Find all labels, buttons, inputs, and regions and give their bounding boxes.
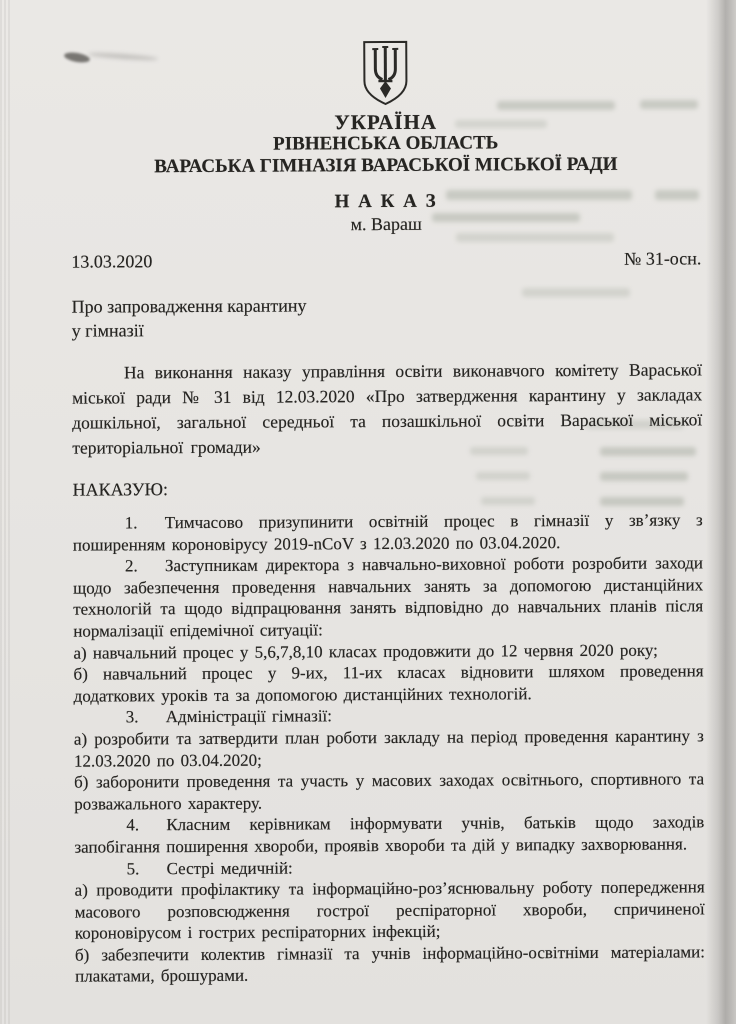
scanner-streaks-artifact <box>0 0 10 1024</box>
item-text: Адміністрації гімназії: <box>165 706 333 727</box>
item-text: б) навчальний процес у 9-их, 11-их класах відновити шляхом проведення додаткових уроків та за допомогою дистанційних технологій. <box>73 661 704 706</box>
country-heading: УКРАЇНА <box>334 109 438 135</box>
item-number: 5. <box>126 858 140 878</box>
page-edge-shadow <box>706 0 736 1024</box>
order-item-5a <box>75 876 705 944</box>
order-item-5b <box>75 941 705 987</box>
document-number: № 31-осн. <box>624 248 702 269</box>
item-number: 2. <box>124 556 138 576</box>
order-keyword: НАКАЗУЮ: <box>72 479 168 500</box>
preamble-paragraph: На виконання наказу управління освіти виконавчого комітету Вараської міської ради № 31 від 12.03.2020 «Про затвердження карантину у закладах дошкільної, загальної середньої та позашкільної освіти Вараської міської територіальної громади» <box>72 359 703 458</box>
date-number-row <box>71 247 701 272</box>
order-items <box>73 509 705 987</box>
city-line: м. Вараш <box>350 213 422 235</box>
item-number: 4. <box>126 815 140 835</box>
order-item-2 <box>73 553 703 643</box>
document-type-heading: Н А К А З <box>334 190 438 213</box>
subject-block <box>72 291 702 342</box>
tryzub-icon <box>361 40 409 106</box>
item-text: Сестрі медичній: <box>166 857 293 878</box>
document-content <box>70 0 705 988</box>
item-text: а) навчальний процес у 5,6,7,8,10 класах продовжити до 12 червня 2020 року; <box>73 640 658 663</box>
item-text: Заступникам директора з навчально-виховної роботи розробити заходи щодо забезпечення проведення навчальних занять за допомогою дистанційних технологій та щодо відпрацювання занять відповідно до навчальних планів після нормалізації епідемічної ситуації: <box>73 553 704 641</box>
item-number: 3. <box>125 707 139 727</box>
order-item-4 <box>74 812 704 858</box>
organization-heading: ВАРАСЬКА ГІМНАЗІЯ ВАРАСЬКОЇ МІСЬКОЇ РАДИ <box>154 153 618 178</box>
item-text: б) забезпечити колектив гімназії та учнів інформаційно-освітніми матеріалами: плакатами, брошурами. <box>74 942 706 987</box>
item-text: а) розробити та затвердити план роботи закладу на період проведення карантину з 12.03.2020 по 03.04.2020; <box>73 726 704 771</box>
order-item-3a <box>74 725 704 771</box>
item-text: а) проводити профілактику та інформаційно-роз’яснювальну роботу попередження масового розповсюдження гострої респіраторної хвороби, спричиненої короновірусом і гострих респіраторних інфекцій; <box>74 877 705 943</box>
item-text: б) заборонити проведення та участь у масових заходах освітнього, спортивного та розважального характеру. <box>74 769 705 814</box>
document-date: 13.03.2020 <box>71 251 153 272</box>
item-number: 1. <box>124 513 138 533</box>
item-text: Класним керівникам інформувати учнів, батьків щодо заходів запобігання поширення хвороби, проявів хвороби та дій у випадку захворювання. <box>74 812 705 857</box>
region-heading: РІВНЕНСЬКА ОБЛАСТЬ <box>273 132 499 155</box>
order-item-3b <box>74 768 704 814</box>
order-item-2b <box>73 660 703 706</box>
subject-line: у гімназії <box>71 320 144 341</box>
order-item-1 <box>73 509 703 555</box>
item-text: Тимчасово призупинити освітній процес в гімназії у зв’язку з поширенням короновірусу 2019-nCoV з 12.03.2020 по 03.04.2020. <box>72 510 703 555</box>
subject-line: Про запровадження карантину <box>71 295 307 317</box>
